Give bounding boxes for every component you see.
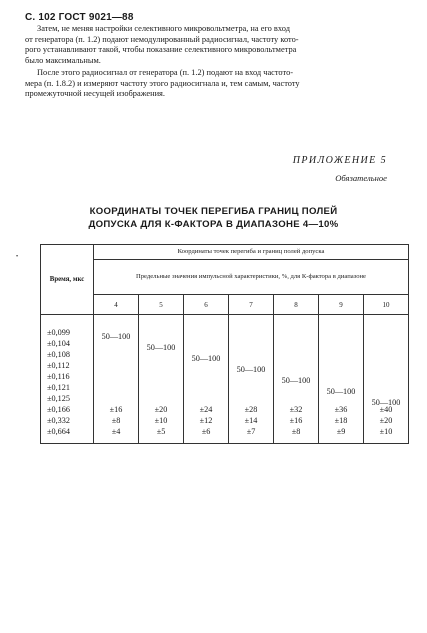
- paragraph-1: [25, 24, 400, 66]
- group-header: Координаты точек перегиба и границ полей допуска: [94, 245, 409, 260]
- cell-value: ±36: [334, 405, 348, 414]
- column-header: 8: [274, 295, 319, 315]
- cell-value: 50—100: [236, 365, 266, 374]
- sub-header: Предельные значения импульсной характеристики, %, для К-фактора в диапазоне: [94, 260, 409, 295]
- cell-value: ±14: [244, 416, 258, 425]
- cell-value: ±6: [201, 427, 211, 436]
- time-value: ±0,116: [47, 372, 70, 381]
- table-title-line-2: ДОПУСКА ДЛЯ К-ФАКТОРА В ДИАПАЗОНЕ 4—10%: [88, 219, 339, 230]
- cell-value: ±28: [244, 405, 258, 414]
- table-body-row: [41, 315, 409, 444]
- text-line: Затем, не меняя настройки селективного микровольтметра, на его вход: [37, 24, 290, 33]
- table-title-line-1: КООРДИНАТЫ ТОЧЕК ПЕРЕГИБА ГРАНИЦ ПОЛЕЙ: [89, 206, 338, 217]
- time-value: ±0,125: [47, 394, 70, 403]
- page-header: С. 102 ГОСТ 9021—88: [25, 12, 134, 23]
- time-value: ±0,332: [47, 416, 70, 425]
- cell-value: 50—100: [281, 376, 311, 385]
- text-line: от генератора (п. 1.2) подают немодулированный радиосигнал, частоту кото-: [25, 34, 299, 44]
- cell-value: ±8: [111, 416, 121, 425]
- time-value: ±0,664: [47, 427, 70, 436]
- time-column: [41, 315, 94, 444]
- value-column: [184, 315, 229, 444]
- text-line: было максимальным.: [25, 55, 101, 65]
- cell-value: ±12: [199, 416, 213, 425]
- column-header: 10: [364, 295, 409, 315]
- cell-value: ±20: [379, 416, 393, 425]
- cell-value: ±18: [334, 416, 348, 425]
- cell-value: ±24: [199, 405, 213, 414]
- cell-value: 50—100: [101, 332, 131, 341]
- cell-value: ±4: [111, 427, 121, 436]
- text-line: рого устанавливают такой, чтобы показание селективного микровольтметра: [25, 45, 297, 55]
- column-header: 6: [184, 295, 229, 315]
- text-line: промежуточной несущей изображения.: [25, 89, 166, 99]
- stub-header: Время, мкс: [41, 245, 94, 315]
- time-value: ±0,121: [47, 383, 70, 392]
- cell-value: ±10: [154, 416, 168, 425]
- value-column: [319, 315, 364, 444]
- value-column: [229, 315, 274, 444]
- time-value: ±0,104: [47, 339, 70, 348]
- value-column: [139, 315, 184, 444]
- table-title: [0, 205, 427, 231]
- paragraph-2: [25, 68, 400, 100]
- value-column: [364, 315, 409, 444]
- cell-value: ±16: [109, 405, 123, 414]
- text-line: После этого радиосигнал от генератора (п. 1.2) подают на вход частото-: [37, 68, 294, 77]
- cell-value: ±5: [156, 427, 166, 436]
- time-value: ±0,166: [47, 405, 70, 414]
- appendix-status: Обязательное: [335, 173, 387, 183]
- column-header: 7: [229, 295, 274, 315]
- cell-value: ±9: [336, 427, 346, 436]
- column-header: 4: [94, 295, 139, 315]
- time-value: ±0,099: [47, 328, 70, 337]
- cell-value: ±16: [289, 416, 303, 425]
- time-value: ±0,112: [47, 361, 70, 370]
- data-table: [40, 244, 409, 444]
- cell-value: 50—100: [326, 387, 356, 396]
- time-value: ±0,108: [47, 350, 70, 359]
- margin-mark: •: [16, 254, 19, 260]
- cell-value: 50—100: [146, 343, 176, 352]
- text-line: мера (п. 1.8.2) и измеряют частоту этого радиосигнала и, тем самым, частоту: [25, 78, 300, 88]
- cell-value: 50—100: [191, 354, 221, 363]
- appendix-title: ПРИЛОЖЕНИЕ 5: [292, 155, 387, 166]
- cell-value: ±32: [289, 405, 303, 414]
- cell-value: ±40: [379, 405, 393, 414]
- cell-value: ±8: [291, 427, 301, 436]
- cell-value: ±10: [379, 427, 393, 436]
- cell-value: ±7: [246, 427, 256, 436]
- value-column: [94, 315, 139, 444]
- column-header: 9: [319, 295, 364, 315]
- value-column: [274, 315, 319, 444]
- cell-value: 50—100: [371, 398, 401, 407]
- cell-value: ±20: [154, 405, 168, 414]
- column-header: 5: [139, 295, 184, 315]
